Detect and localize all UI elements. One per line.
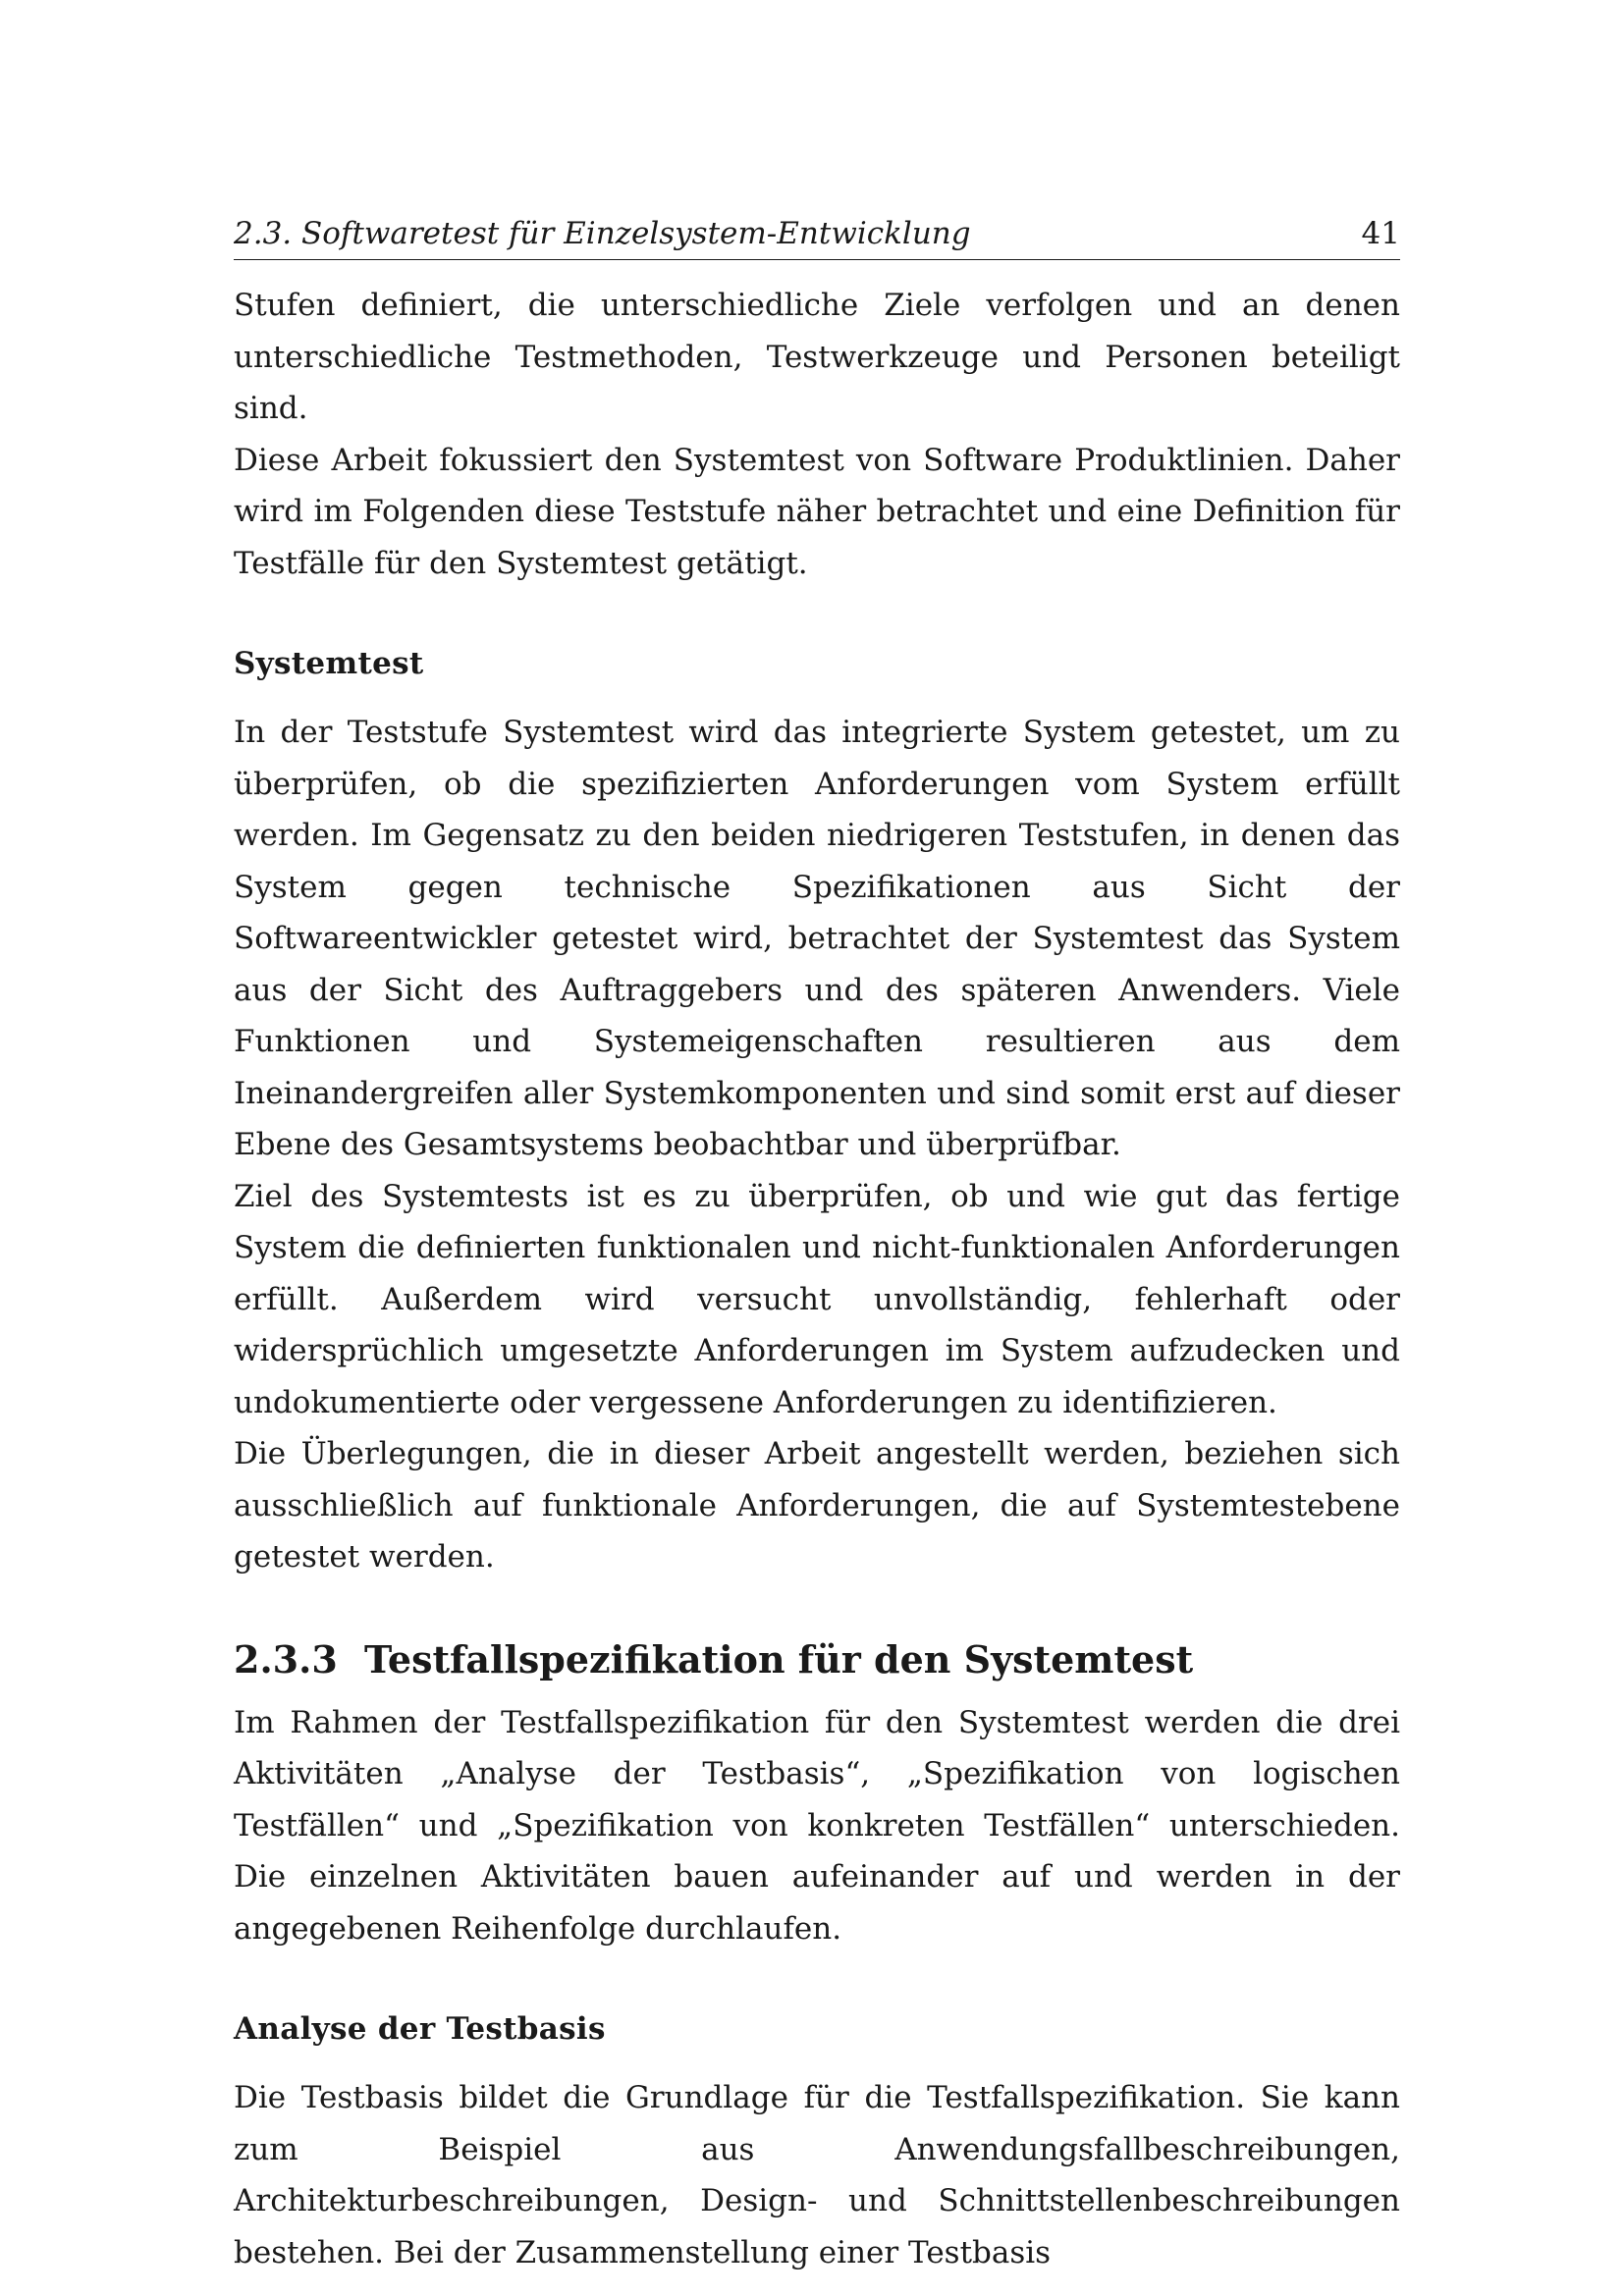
intro-paragraph-1: Stufen definiert, die unterschiedliche Ziele verfolgen und an denen unterschiedliche Testmethoden, Testwerkzeuge und Personen beteiligt sind. xyxy=(234,288,1400,426)
subheading-analyse-der-testbasis: Analyse der Testbasis xyxy=(234,2011,606,2047)
subheading-systemtest: Systemtest xyxy=(234,646,424,681)
running-title: 2.3. Softwaretest für Einzelsystem-Entwicklung xyxy=(234,216,971,251)
section-title: Testfallspezifikation für den Systemtest xyxy=(364,1636,1194,1682)
section-heading-2-3-3 xyxy=(234,1634,1400,1685)
section-2-3-3-paragraph: Im Rahmen der Testfallspezifikation für den Systemtest werden die drei Aktivitäten „Analyse der Testbasis“, „Spezifikation von logischen Testfällen“ und „Spezifikation von konkreten Testfällen“ unterschieden. Die einzelnen Aktivitäten bauen aufeinander auf und werden in der angegebenen Reihenfolge durchlaufen. xyxy=(234,1704,1400,1947)
systemtest-paragraph-2: Ziel des Systemtests ist es zu überprüfen, ob und wie gut das fertige System die definierten funktionalen und nicht-funktionalen Anforderungen erfüllt. Außerdem wird versucht unvollständig, fehlerhaft oder widersprüchlich umgesetzte Anforderungen im System aufzudecken und undokumentierte oder vergessene Anforderungen zu identifizieren. xyxy=(234,1178,1400,1420)
page-number: 41 xyxy=(1361,216,1400,251)
systemtest-paragraph-3: Die Überlegungen, die in dieser Arbeit angestellt werden, beziehen sich ausschließlich auf funktionale Anforderungen, die auf Systemtestebene getestet werden. xyxy=(234,1436,1400,1575)
running-header xyxy=(234,214,1400,260)
analyse-paragraph: Die Testbasis bildet die Grundlage für die Testfallspezifikation. Sie kann zum Beispiel aus Anwendungsfallbeschreibungen, Architekturbeschreibungen, Design- und Schnittstellenbeschreibungen bestehen. Bei der Zusammenstellung einer Testbasis xyxy=(234,2080,1400,2270)
intro-paragraph-2: Diese Arbeit fokussiert den Systemtest von Software Produktlinien. Daher wird im Folgenden diese Teststufe näher betrachtet und eine Definition für Testfälle für den Systemtest getätigt. xyxy=(234,442,1400,581)
document-page xyxy=(234,214,1400,2278)
systemtest-paragraph-1: In der Teststufe Systemtest wird das integrierte System getestet, um zu überprüfen, ob die spezifizierten Anforderungen vom System erfüllt werden. Im Gegensatz zu den beiden niedrigeren Teststufen, in denen das System gegen technische Spezifikationen aus Sicht der Softwareentwickler getestet wird, betrachtet der Systemtest das System aus der Sicht des Auftraggebers und des späteren Anwenders. Viele Funktionen und Systemeigenschaften resultieren aus dem Ineinandergreifen aller Systemkomponenten und sind somit erst auf dieser Ebene des Gesamtsystems beobachtbar und überprüfbar. xyxy=(234,715,1400,1162)
section-number: 2.3.3 xyxy=(234,1636,338,1682)
